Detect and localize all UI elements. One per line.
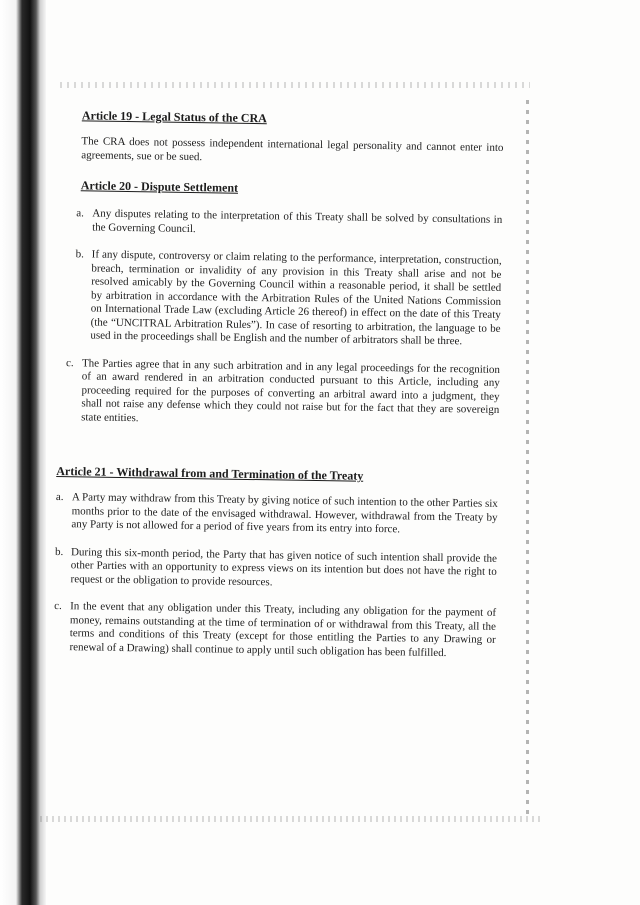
item-text: If any dispute, controversy or claim relating to the performance, interpretation, construction, breach, termination or invalidity of any provision in this Treaty shall arise and not be resolved amicably by the Governing Council within a reasonable period, it shall be settled by arbitration in accordance with the Arbitration Rules of the United Nations Commission on International Trade Law (excluding Article 26 thereof) in effect on the date of this Treaty (the “UNCITRAL Arbitration Rules”). In case of resorting to arbitration, the language to be used in the proceedings shall be English and the number of arbitrators shall be three. [90,248,502,348]
item-text: The Parties agree that in any such arbitration and in any legal proceedings for the recognition of an award rendered in an arbitration conducted pursuant to this Article, including any proceeding required for the purposes of converting an arbitral award into a judgment, they shall not raise any defense which they could not raise but for the fact that they are sovereign state entities. [81,356,501,424]
article-21-heading: Article 21 - Withdrawal from and Termination of the Treaty [56,463,364,483]
item-label: b. [75,248,85,261]
article-20-item-b [74,248,501,349]
article-21-item-a [55,491,498,538]
item-text: Any disputes relating to the interpretation of this Treaty shall be solved by consultations in the Governing Council. [92,207,503,235]
item-label: a. [55,490,64,504]
item-label: a. [76,207,85,220]
item-label: c. [65,356,74,369]
scan-noise-bottom [40,816,540,822]
article-19-text: The CRA does not possess independent international legal personality and cannot enter into agreements, sue or be sued. [81,135,504,163]
binding-shadow [0,0,46,905]
article-21-item-c [53,600,496,661]
article-19-heading: Article 19 - Legal Status of the CRA [81,108,267,126]
document-body [53,108,504,661]
article-20-item-c [65,357,500,431]
scan-edge-right [526,100,529,820]
scan-noise-top [60,82,530,88]
article-20-item-a [76,207,502,241]
item-text: A Party may withdraw from this Treaty by giving notice of such intention to the other Parties six months prior to the date of the envisaged withdrawal. However, withdrawal from the Treaty by any Party is not allowed for a period of five years from its entry into force. [71,491,498,536]
item-text: In the event that any obligation under this Treaty, including any obligation for the payment of money, remains outstanding at the time of termination of or withdrawal from this Treaty, all the terms and conditions of this Treaty (except for those entitling the Parties to any Drawing or renewal of a Drawing) shall continue to apply until such obligation has been fulfilled. [69,600,497,659]
article-21-item-b [54,545,497,592]
item-label: b. [54,545,64,558]
article-20-heading: Article 20 - Dispute Settlement [80,178,239,195]
item-label: c. [54,599,62,613]
item-text: During this six-month period, the Party that has given notice of such intention shall provide the other Parties with an opportunity to express views on its intention but does not have the right to request or the obligation to provide resources. [70,545,498,588]
